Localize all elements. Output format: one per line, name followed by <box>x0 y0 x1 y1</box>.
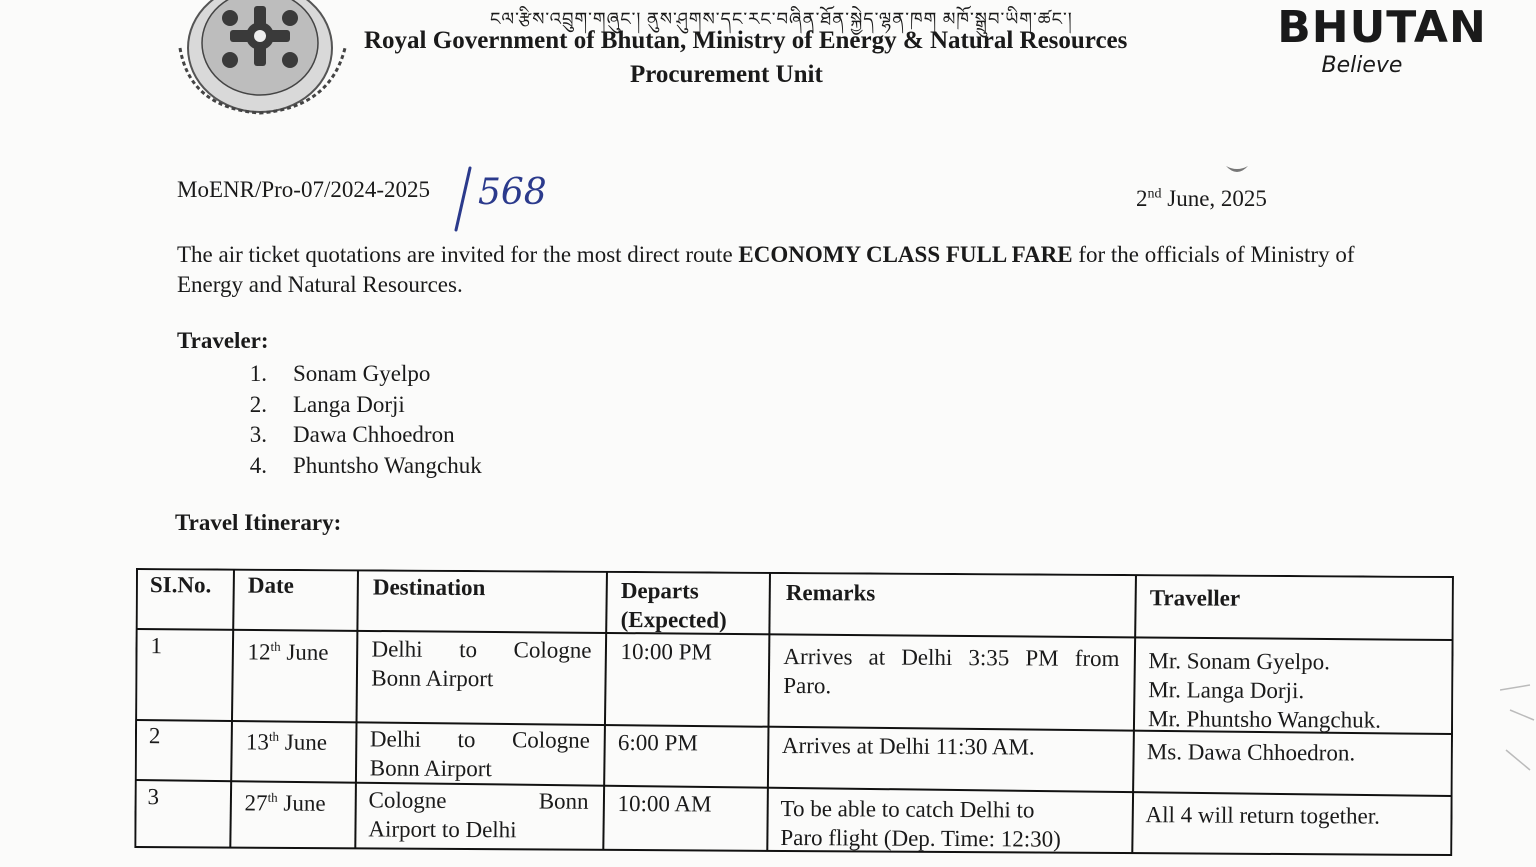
traveler-list <box>177 359 482 481</box>
government-title: Royal Government of Bhutan, Ministry of Energy & Natural Resources <box>364 27 1128 54</box>
header-date: Date <box>247 572 294 598</box>
row2-traveller: Ms. Dawa Chhoedron. <box>1146 739 1356 766</box>
unit-title: Procurement Unit <box>630 61 823 88</box>
letter-date <box>1136 186 1267 212</box>
row2-remarks: Arrives at Delhi 11:30 AM. <box>781 732 1035 760</box>
brand-tagline: Believe <box>1321 53 1403 78</box>
list-item <box>177 420 482 451</box>
list-item <box>177 390 482 421</box>
row3-sl: 3 <box>147 784 160 810</box>
traveler-name: Phuntsho Wangchuk <box>293 452 482 478</box>
date-day: 2 <box>1136 186 1148 211</box>
row1-date: 12th June <box>247 638 329 665</box>
scan-artifact <box>1500 680 1536 800</box>
traveler-name: Sonam Gyelpo <box>293 361 431 386</box>
header-destination: Destination <box>372 574 486 601</box>
date-rest: June, 2025 <box>1161 186 1267 211</box>
header-remarks: Remarks <box>785 579 876 606</box>
header-departs-line1: Departs <box>620 577 699 604</box>
header-sl-no: SI.No. <box>149 572 212 598</box>
header-departs-line2: (Expected) <box>620 606 727 633</box>
row1-sl: 1 <box>150 633 163 659</box>
list-item <box>177 451 482 482</box>
list-number: 2. <box>249 391 267 417</box>
royal-emblem-logo <box>160 0 355 123</box>
date-suffix: nd <box>1147 186 1162 202</box>
row2-departs: 6:00 PM <box>617 729 698 756</box>
traveler-name: Dawa Chhoedron <box>293 422 455 447</box>
list-number: 1. <box>249 361 267 386</box>
row1-traveller: Mr. Sonam Gyelpo. Mr. Langa Dorji. Mr. Phuntsho Wangchuk. <box>1148 648 1382 733</box>
traveler-name: Langa Dorji <box>293 391 405 417</box>
list-number: 4. <box>249 452 267 478</box>
dzongkha-heading: ངལ་རྩིས་འབྲུག་གཞུང་། ནུས་ཤུགས་དང་རང་བཞིན་ཐོན་སྐྱེད་ལྷན་ཁག མཁོ་སྒྲུབ་ཡིག་ཚང་། <box>490 9 1073 29</box>
row1-destination: Delhi to Cologne Bonn Airport <box>371 636 592 692</box>
list-item <box>177 359 482 390</box>
intro-paragraph <box>177 240 1402 300</box>
row3-date: 27th June <box>244 789 326 816</box>
handwritten-number-text: 568 <box>478 172 547 213</box>
brand-name: BHUTAN <box>1277 2 1487 53</box>
header-traveller: Traveller <box>1149 585 1241 611</box>
row2-destination: Delhi to Cologne Bonn Airport <box>369 726 591 782</box>
row3-departs: 10:00 AM <box>617 790 712 817</box>
traveler-heading: Traveler: <box>177 328 269 353</box>
row3-destination: Cologne Bonn Airport to Delhi <box>368 787 589 843</box>
intro-bold-text: ECONOMY CLASS FULL FARE <box>738 242 1073 267</box>
itinerary-table <box>134 568 1454 864</box>
ink-mark-icon <box>1222 160 1252 182</box>
row3-remarks: To be able to catch Delhi to Paro flight (Dep. Time: 12:30) <box>780 795 1061 852</box>
row3-traveller: All 4 will return together. <box>1145 802 1381 829</box>
intro-text-1: The air ticket quotations are invited for the most direct route <box>177 242 739 267</box>
header-departs <box>621 576 727 635</box>
row2-sl: 2 <box>148 723 161 749</box>
reference-number: MoENR/Pro-07/2024-2025 <box>177 177 430 202</box>
bhutan-brand-logo <box>1276 2 1488 78</box>
row1-remarks: Arrives at Delhi 3:35 PM from Paro. <box>783 643 1120 699</box>
itinerary-heading: Travel Itinerary: <box>175 510 342 535</box>
row1-departs: 10:00 PM <box>620 638 712 665</box>
intro-text-2: for the officials of Ministry of Energy and Natural Resources. <box>177 242 1355 297</box>
list-number: 3. <box>249 422 267 447</box>
row2-date: 13th June <box>245 728 328 755</box>
handwritten-number <box>452 160 562 235</box>
